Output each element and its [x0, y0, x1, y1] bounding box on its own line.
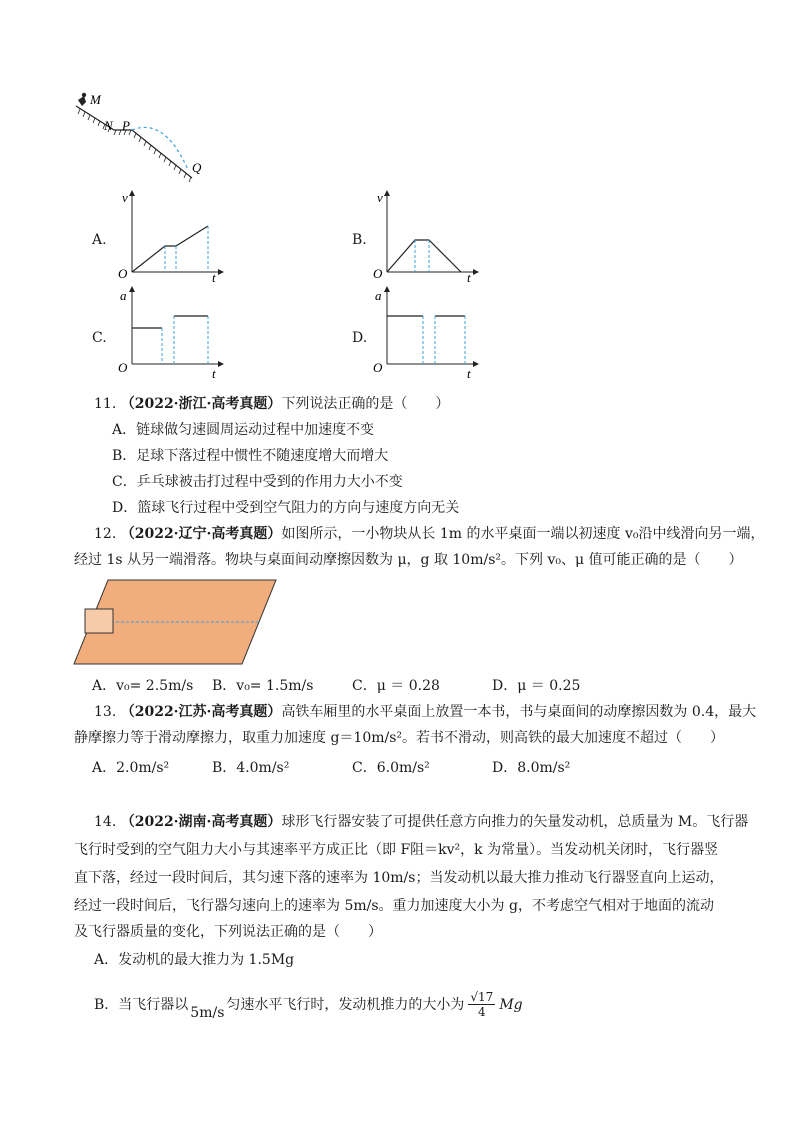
- q12-line2: 经过 1s 从另一端滑落。物块与桌面间动摩擦因数为 μ，g 取 10m/s²。下列 v₀、μ 值可能正确的是（ ）: [74, 552, 743, 568]
- q14-option-b-mid: 匀速水平飞行时，发动机推力的大小为: [226, 996, 465, 1013]
- q12-line1: 如图所示，一小物块从长 1m 的水平桌面一端以初速度 v₀沿中线滑向另一端，: [281, 526, 765, 542]
- option-C-label[interactable]: C.: [92, 330, 107, 346]
- label-Q: Q: [192, 160, 202, 175]
- q11-option-a[interactable]: A．链球做匀速圆周运动过程中加速度不变: [112, 422, 375, 438]
- q13-heading: [94, 702, 756, 722]
- graph-C-origin: O: [118, 360, 128, 375]
- graph-B: [365, 188, 480, 283]
- q14-source: （2022·湖南·高考真题）: [120, 814, 282, 830]
- q14-line2: 飞行时受到的空气阻力大小与其速率平方成正比（即 F阻＝kv²，k 为常量）。当发动机关闭时，飞行器竖: [74, 842, 719, 858]
- q14-fraction-denominator: 4: [478, 1005, 486, 1019]
- q13-option-a[interactable]: A．2.0m/s²: [92, 760, 170, 776]
- q12-heading: [94, 524, 765, 544]
- graph-B-xaxis: t: [467, 270, 471, 283]
- q11-source: （2022·浙江·高考真题）: [120, 396, 282, 412]
- q14-line1: 球形飞行器安装了可提供任意方向推力的矢量发动机，总质量为 M。飞行器: [281, 814, 749, 830]
- q14-option-b-fraction: [468, 990, 495, 1019]
- q12-option-c[interactable]: C．μ ＝ 0.28: [352, 678, 440, 694]
- graph-D-yaxis: a: [375, 288, 382, 303]
- q11-option-d[interactable]: D．篮球飞行过程中受到空气阻力的方向与速度方向无关: [112, 500, 460, 516]
- graph-B-yaxis: v: [377, 190, 383, 205]
- q12-option-b[interactable]: B．v₀= 1.5m/s: [212, 678, 314, 694]
- graph-D-origin: O: [373, 360, 383, 375]
- q14-fraction-numerator: √17: [470, 990, 494, 1004]
- q13-number: 13.: [94, 704, 117, 720]
- q13-option-b[interactable]: B．4.0m/s²: [212, 760, 290, 776]
- q13-line2: 静摩擦力等于滑动摩擦力，取重力加速度 g＝10m/s²。若书不滑动，则高铁的最大加速度不超过（ ）: [74, 730, 725, 746]
- option-B-label[interactable]: B.: [352, 232, 367, 248]
- q14-option-b-tail: Mg: [499, 996, 523, 1013]
- graph-C: [110, 286, 225, 381]
- graph-B-origin: O: [373, 266, 383, 281]
- q14-option-b-pre: B．当飞行器以: [94, 996, 189, 1013]
- q13-option-c[interactable]: C．6.0m/s²: [352, 760, 430, 776]
- q13-option-d[interactable]: D．8.0m/s²: [492, 760, 571, 776]
- label-N: N: [104, 118, 113, 133]
- option-A-label[interactable]: A.: [92, 232, 107, 248]
- q11-heading: [94, 394, 449, 414]
- q12-number: 12.: [94, 526, 117, 542]
- q14-line4: 经过一段时间后，飞行器匀速向上的速率为 5m/s。重力加速度大小为 g，不考虑空气相对于地面的流动: [74, 898, 714, 914]
- q12-option-a[interactable]: A．v₀= 2.5m/s: [92, 678, 194, 694]
- graph-D-xaxis: t: [467, 366, 471, 381]
- q11-option-b[interactable]: B．足球下落过程中惯性不随速度增大而增大: [112, 448, 389, 464]
- graph-A: [110, 188, 225, 283]
- q11-number: 11.: [94, 396, 117, 412]
- graph-C-yaxis: a: [120, 288, 127, 303]
- q14-option-b-speed: 5m/s: [190, 1004, 225, 1021]
- q13-source: （2022·江苏·高考真题）: [120, 704, 282, 720]
- q14-line3: 直下落，经过一段时间后，其匀速下落的速率为 10m/s；当发动机以最大推力推动飞行器竖直向上运动，: [74, 870, 724, 886]
- q14-line5: 及飞行器质量的变化，下列说法正确的是（ ）: [74, 924, 382, 940]
- block-icon: [85, 609, 113, 633]
- q11-stem: 下列说法正确的是（ ）: [281, 396, 450, 412]
- graph-C-xaxis: t: [212, 366, 216, 381]
- graph-A-origin: O: [118, 266, 128, 281]
- q14-heading: [94, 812, 748, 832]
- option-D-label[interactable]: D.: [352, 330, 368, 346]
- graph-A-yaxis: v: [122, 190, 128, 205]
- label-M: M: [90, 92, 101, 107]
- slope-figure: [70, 92, 220, 192]
- q12-option-d[interactable]: D．μ ＝ 0.25: [492, 678, 581, 694]
- graph-D: [365, 286, 480, 381]
- graph-A-xaxis: t: [212, 270, 216, 283]
- q14-option-a[interactable]: A．发动机的最大推力为 1.5Mg: [94, 952, 295, 968]
- q11-option-c[interactable]: C．乒乓球被击打过程中受到的作用力大小不变: [112, 474, 403, 490]
- table-figure: [72, 578, 282, 668]
- label-P: P: [122, 118, 130, 133]
- q12-source: （2022·辽宁·高考真题）: [120, 526, 282, 542]
- q14-option-b[interactable]: [94, 990, 523, 1019]
- q14-number: 14.: [94, 814, 117, 830]
- skier-icon: [78, 93, 86, 106]
- q13-line1: 高铁车厢里的水平桌面上放置一本书，书与桌面间的动摩擦因数为 0.4，最大: [281, 704, 757, 720]
